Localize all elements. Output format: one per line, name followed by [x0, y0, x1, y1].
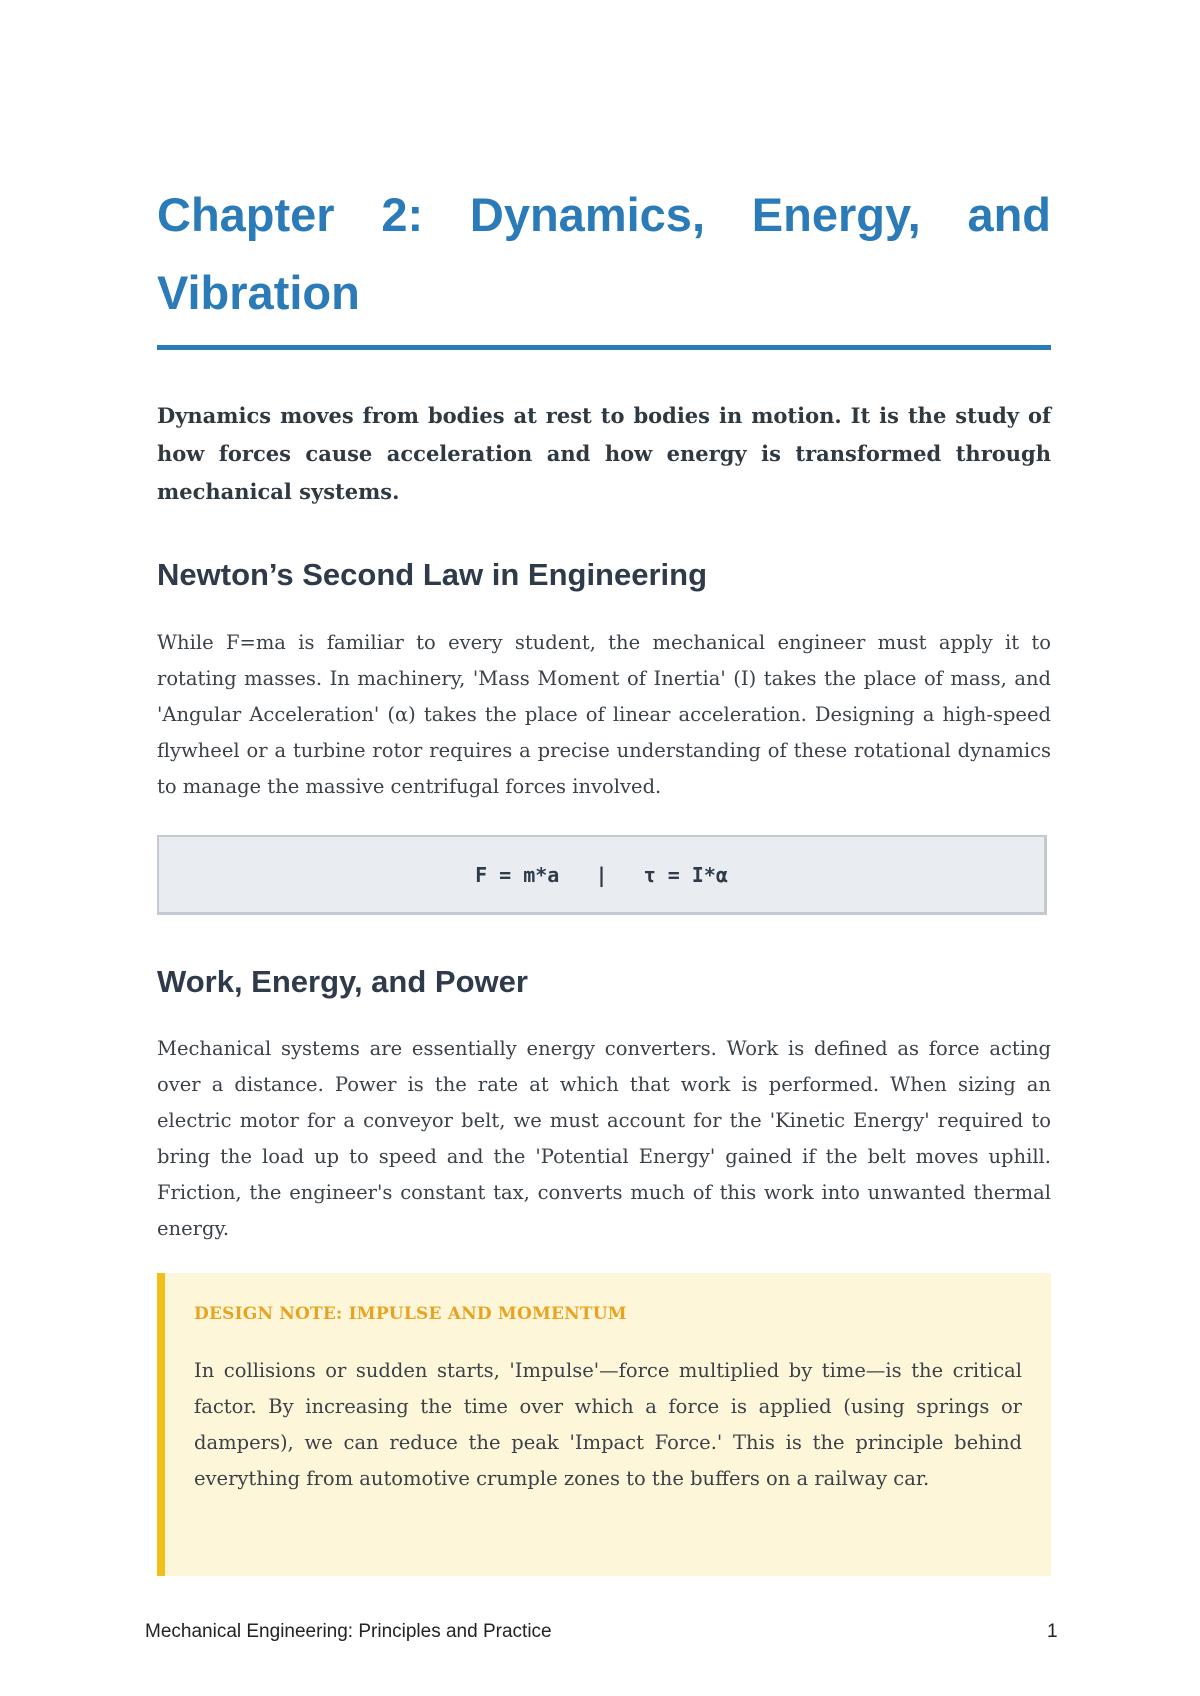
footer-book-title: Mechanical Engineering: Principles and Practice — [145, 1621, 552, 1642]
design-note-callout — [157, 1273, 1051, 1576]
design-note-title: DESIGN NOTE: IMPULSE AND MOMENTUM — [194, 1304, 627, 1324]
intro-paragraph: Dynamics moves from bodies at rest to bodies in motion. It is the study of how forces cause acceleration and how energy is transformed through mechanical systems. — [157, 403, 1051, 504]
section-body-work-energy: Mechanical systems are essentially energy converters. Work is defined as force acting over a distance. Power is the rate at which that work is performed. When sizing an electric motor for a conveyor belt, we must account for the 'Kinetic Energy' required to bring the load up to speed and the 'Potential Energy' gained if the belt moves uphill. Friction, the engineer's constant tax, converts much of this work into unwanted thermal energy. — [157, 1037, 1051, 1240]
footer-page-number: 1 — [1047, 1621, 1058, 1642]
design-note-body: In collisions or sudden starts, 'Impulse'—force multiplied by time—is the critical factor. By increasing the time over which a force is applied (using springs or dampers), we can reduce the peak 'Impact Force.' This is the principle behind everything from automotive crumple zones to the buffers on a railway car. — [194, 1359, 1022, 1490]
formula-text: F = m*a | τ = I*α — [475, 862, 728, 887]
chapter-title: Chapter 2: Dynamics, Energy, and Vibration — [157, 188, 1051, 319]
section-heading-work-energy: Work, Energy, and Power — [157, 964, 528, 999]
section-heading-newton: Newton’s Second Law in Engineering — [157, 557, 708, 592]
section-body-newton: While F=ma is familiar to every student, the mechanical engineer must apply it to rotating masses. In machinery, 'Mass Moment of Inertia' (I) takes the place of mass, and 'Angular Acceleration' (α) takes the place of linear acceleration. Designing a high-speed flywheel or a turbine rotor requires a precise understanding of these rotational dynamics to manage the massive centrifugal forces involved. — [157, 631, 1051, 798]
title-divider — [157, 345, 1051, 350]
formula-box — [157, 835, 1047, 915]
